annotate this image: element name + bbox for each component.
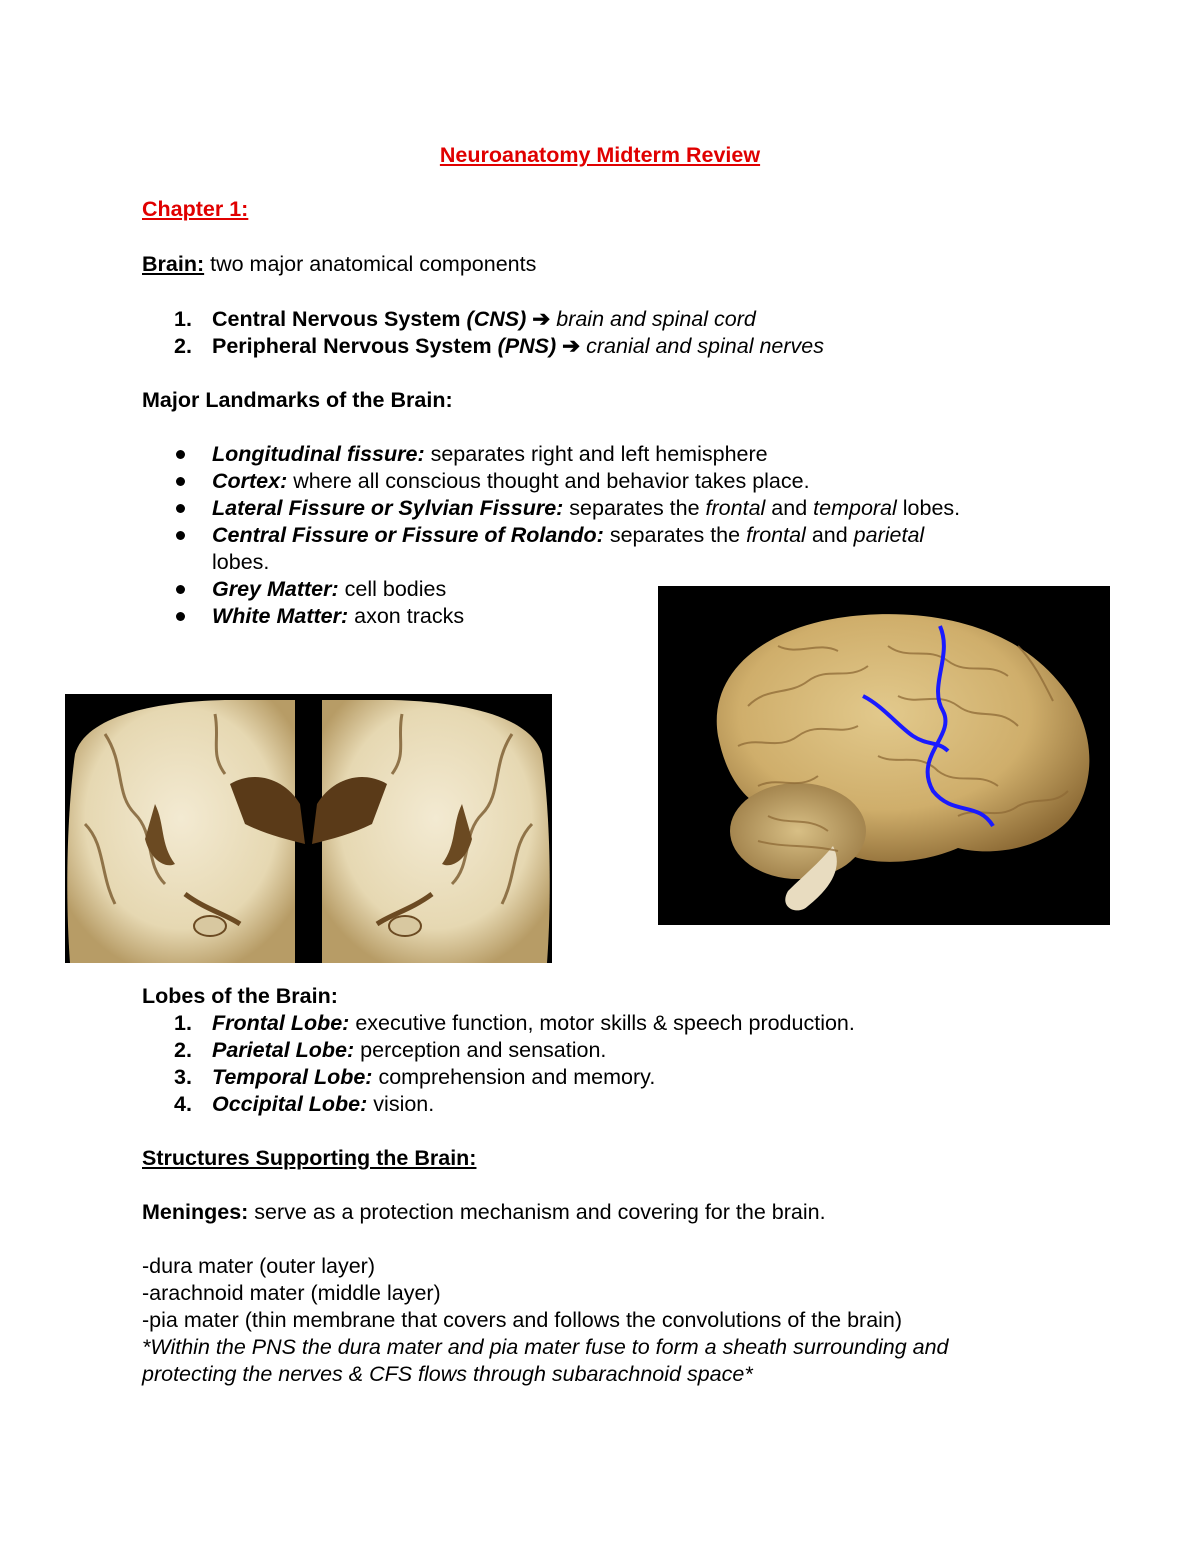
brain-intro [142, 251, 536, 278]
pns-note: *Within the PNS the dura mater and pia mater fuse to form a sheath surrounding and [142, 1335, 949, 1359]
landmark-item [212, 441, 768, 468]
brain-label: Brain: [142, 252, 205, 276]
desc: cell bodies [338, 577, 447, 601]
term: Grey Matter: [212, 577, 339, 601]
bullet-icon [176, 612, 185, 621]
desc: separates the [603, 523, 747, 547]
lobes-heading: Lobes of the Brain: [142, 984, 338, 1008]
desc: comprehension and memory. [372, 1065, 656, 1089]
term: Central Fissure or Fissure of Rolando: [212, 523, 604, 547]
meninges-text [142, 1199, 826, 1226]
meninges-label: Meninges: [142, 1200, 249, 1224]
abbr: (PNS) [497, 334, 557, 358]
term: Central Nervous System [212, 307, 461, 331]
landmark-item [212, 576, 446, 603]
list-item-pns [212, 333, 824, 360]
layer-item: -arachnoid mater (middle layer) [142, 1281, 441, 1305]
lobe-item [212, 1010, 855, 1037]
list-number: 1. [174, 1011, 192, 1035]
desc: perception and sensation. [354, 1038, 607, 1062]
list-item-cns [212, 306, 756, 333]
desc: lobes. [896, 496, 961, 520]
list-number: 1. [174, 307, 192, 331]
landmark-item [212, 468, 810, 495]
layer-item: -dura mater (outer layer) [142, 1254, 375, 1278]
structures-heading: Structures Supporting the Brain: [142, 1146, 477, 1170]
bullet-icon [176, 504, 185, 513]
lobe-item [212, 1091, 434, 1118]
bullet-icon [176, 585, 185, 594]
emphasis: frontal [746, 523, 806, 547]
desc: separates right and left hemisphere [424, 442, 768, 466]
landmark-item [212, 522, 924, 549]
arrow-icon: ➔ [532, 307, 551, 331]
term: Peripheral Nervous System [212, 334, 492, 358]
emphasis: frontal [705, 496, 766, 520]
chapter-heading: Chapter 1: [142, 197, 249, 221]
arrow-icon: ➔ [562, 334, 581, 358]
desc: separates the [563, 496, 706, 520]
lateral-brain-photo [658, 586, 1110, 925]
coronal-brain-section-photo [65, 694, 552, 963]
brain-text: two major anatomical components [204, 252, 537, 276]
term: Frontal Lobe: [212, 1011, 350, 1035]
emphasis: parietal [853, 523, 925, 547]
term: Cortex: [212, 469, 288, 493]
pns-note-continued: protecting the nerves & CFS flows through subarachnoid space* [142, 1362, 753, 1386]
term: Occipital Lobe: [212, 1092, 368, 1116]
lobe-item [212, 1064, 655, 1091]
page-title: Neuroanatomy Midterm Review [439, 143, 761, 167]
term: Longitudinal fissure: [212, 442, 425, 466]
term: Parietal Lobe: [212, 1038, 355, 1062]
desc: executive function, motor skills & speech production. [349, 1011, 855, 1035]
bullet-icon [176, 477, 185, 486]
landmark-item [212, 495, 960, 522]
desc: cranial and spinal nerves [586, 334, 824, 358]
abbr: (CNS) [466, 307, 527, 331]
lobe-item [212, 1037, 606, 1064]
landmarks-heading: Major Landmarks of the Brain: [142, 388, 453, 412]
desc: and [765, 496, 814, 520]
list-number: 2. [174, 1038, 192, 1062]
layer-item: -pia mater (thin membrane that covers and follows the convolutions of the brain) [142, 1308, 903, 1332]
list-number: 3. [174, 1065, 192, 1089]
desc: where all conscious thought and behavior takes place. [287, 469, 810, 493]
term: Lateral Fissure or Sylvian Fissure: [212, 496, 564, 520]
list-number: 4. [174, 1092, 192, 1116]
term: White Matter: [212, 604, 349, 628]
bullet-icon [176, 531, 185, 540]
desc: brain and spinal cord [556, 307, 756, 331]
landmark-item [212, 603, 464, 630]
desc: and [805, 523, 854, 547]
landmark-continuation: lobes. [212, 550, 270, 574]
desc: axon tracks [348, 604, 465, 628]
emphasis: temporal [813, 496, 897, 520]
bullet-icon [176, 450, 185, 459]
desc: serve as a protection mechanism and covering for the brain. [248, 1200, 826, 1224]
desc: vision. [367, 1092, 435, 1116]
term: Temporal Lobe: [212, 1065, 373, 1089]
list-number: 2. [174, 334, 192, 358]
